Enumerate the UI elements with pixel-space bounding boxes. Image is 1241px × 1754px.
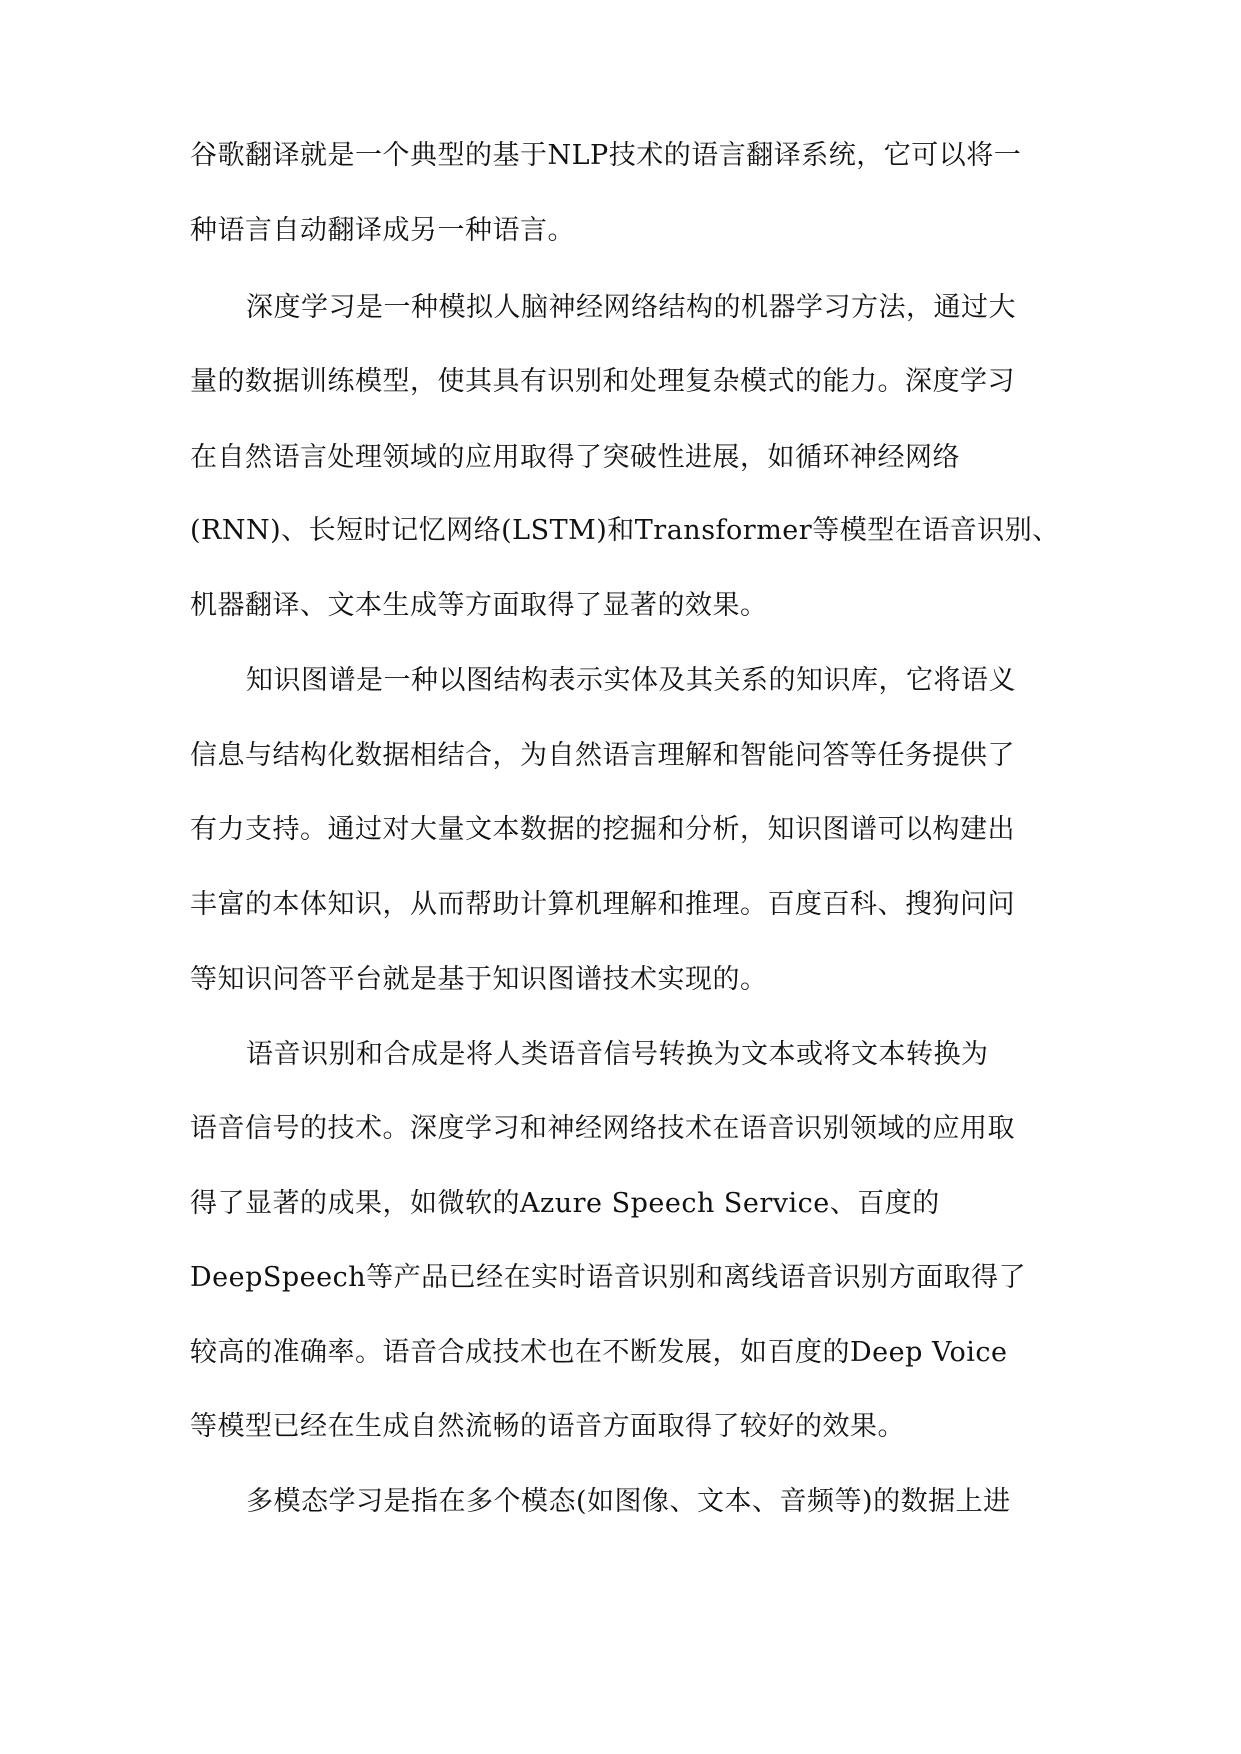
text-line: (RNN)、长短时记忆网络(LSTM)和Transformer等模型在语音识别、 (190, 515, 1060, 546)
text-line: 等模型已经在生成自然流畅的语音方面取得了较好的效果。 (190, 1411, 905, 1442)
text-line: 等知识问答平台就是基于知识图谱技术实现的。 (190, 964, 768, 995)
text-line: 丰富的本体知识，从而帮助计算机理解和推理。百度百科、搜狗问问 (190, 889, 1015, 920)
paragraph-start-line: 语音识别和合成是将人类语音信号转换为文本或将文本转换为 (246, 1039, 989, 1070)
text-line: 量的数据训练模型，使其具有识别和处理复杂模式的能力。深度学习 (190, 366, 1015, 397)
text-line: 在自然语言处理领域的应用取得了突破性进展，如循环神经网络 (190, 442, 960, 473)
text-line: DeepSpeech等产品已经在实时语音识别和离线语音识别方面取得了 (190, 1262, 1027, 1293)
paragraph-start-line: 知识图谱是一种以图结构表示实体及其关系的知识库，它将语义 (246, 665, 1016, 696)
text-line: 得了显著的成果，如微软的Azure Speech Service、百度的 (190, 1188, 940, 1219)
text-line: 机器翻译、文本生成等方面取得了显著的效果。 (190, 590, 768, 621)
text-line: 语音信号的技术。深度学习和神经网络技术在语音识别领域的应用取 (190, 1113, 1015, 1144)
paragraph-start-line: 多模态学习是指在多个模态(如图像、文本、音频等)的数据上进 (246, 1486, 1011, 1517)
text-line: 较高的准确率。语音合成技术也在不断发展，如百度的Deep Voice (190, 1337, 1008, 1368)
text-line: 信息与结构化数据相结合，为自然语言理解和智能问答等任务提供了 (190, 740, 1015, 771)
text-line: 谷歌翻译就是一个典型的基于NLP技术的语言翻译系统，它可以将一 (190, 140, 1022, 171)
text-line: 有力支持。通过对大量文本数据的挖掘和分析，知识图谱可以构建出 (190, 814, 1015, 845)
text-line: 种语言自动翻译成另一种语言。 (190, 215, 575, 246)
paragraph-start-line: 深度学习是一种模拟人脑神经网络结构的机器学习方法，通过大 (246, 292, 1016, 323)
